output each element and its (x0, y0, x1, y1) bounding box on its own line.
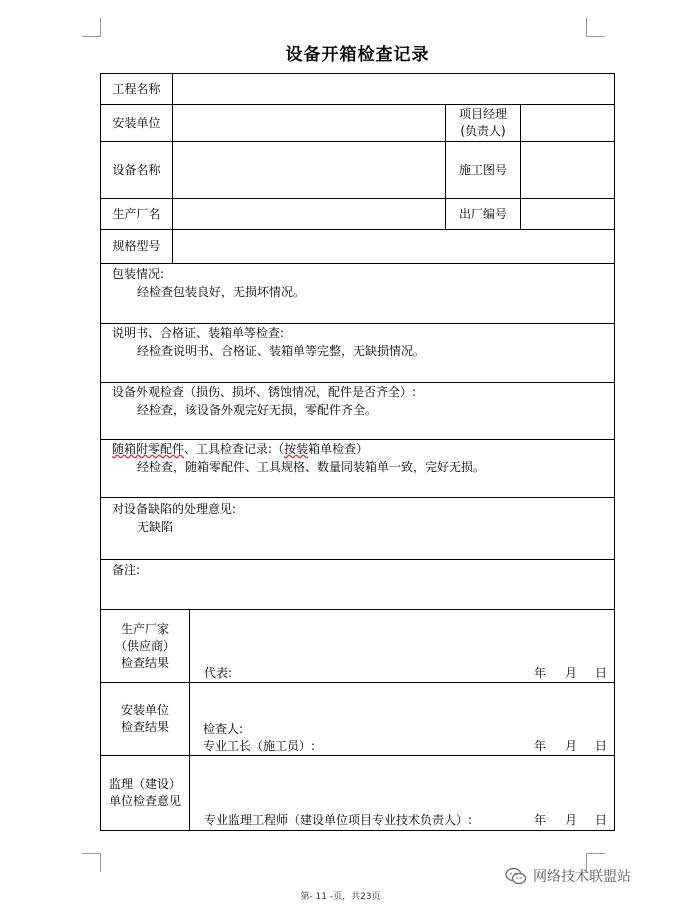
page-footer: 第- 11 -页，共23页 (300, 892, 381, 902)
installer-date-year: 年 (534, 739, 547, 753)
accessories-heading-part2: 、工具检查记录:（ (184, 442, 285, 456)
supervisor-date-month: 月 (565, 813, 578, 827)
model-field[interactable] (173, 230, 614, 263)
installer-date-day: 日 (595, 739, 608, 753)
supplier-result-label (101, 610, 189, 682)
installer-date-month: 月 (565, 739, 578, 753)
installer-inspector-label: 检查人: (203, 722, 244, 736)
supervisor-date-day: 日 (595, 813, 608, 827)
project-name-label: 工程名称 (112, 81, 161, 96)
documents-heading: 说明书、合格证、装箱单等检查: (112, 326, 285, 340)
supervisor-label-line1: 监理（建设） (108, 777, 181, 791)
model-label: 规格型号 (112, 239, 161, 253)
supplier-date-day: 日 (595, 666, 608, 680)
accessories-heading-part4: 箱单检查） (308, 442, 369, 456)
page-corner-mark (82, 18, 101, 37)
remarks-heading: 备注: (112, 563, 141, 577)
accessories-heading-part1: 随箱附零配件 (112, 442, 185, 456)
project-manager-label-line2: (负责人) (460, 124, 506, 138)
project-manager-field[interactable] (521, 105, 614, 141)
installer-label-line2: 检查结果 (120, 720, 169, 734)
supplier-date-year: 年 (534, 666, 547, 680)
accessories-heading (112, 441, 368, 457)
supplier-label-line1: 生产厂家 (120, 621, 169, 636)
serial-no-label: 出厂编号 (458, 206, 507, 221)
defect-content[interactable]: 无缺陷 (137, 520, 174, 534)
packaging-content[interactable]: 经检查包装良好，无损坏情况。 (137, 285, 306, 299)
install-unit-label: 安装单位 (112, 115, 161, 130)
drawing-no-field[interactable] (521, 142, 614, 198)
wechat-icon (505, 867, 527, 885)
supplier-date-month: 月 (565, 666, 578, 680)
appearance-heading: 设备外观检查（损伤、损坏、锈蚀情况，配件是否齐全）: (112, 385, 417, 399)
project-manager-label-line1: 项目经理 (458, 107, 507, 121)
document-title: 设备开箱检查记录 (285, 45, 430, 65)
install-unit-field[interactable] (173, 105, 445, 141)
installer-label-line1: 安装单位 (120, 703, 169, 717)
packaging-heading: 包装情况: (112, 267, 165, 281)
serial-no-field[interactable] (521, 199, 614, 229)
supervisor-date-year: 年 (534, 813, 547, 827)
documents-content[interactable]: 经检查说明书、合格证、装箱单等完整，无缺损情况。 (137, 344, 426, 358)
watermark (505, 866, 631, 886)
accessories-heading-part3: 按装 (284, 442, 309, 456)
drawing-no-label: 施工图号 (458, 162, 507, 177)
equipment-name-field[interactable] (173, 142, 445, 198)
supplier-label-line3: 检查结果 (120, 655, 169, 670)
page-corner-mark (82, 853, 101, 872)
supervisor-label-line2: 单位检查意见 (108, 794, 181, 808)
supervisor-result-label (101, 756, 189, 830)
supplier-label-line2: （供应商） (114, 638, 175, 653)
remarks-field[interactable] (150, 562, 610, 606)
installer-foreman-label: 专业工长（施工员）: (203, 739, 316, 753)
supplier-sign-label: 代表: (204, 666, 233, 680)
installer-result-label (101, 683, 189, 755)
appearance-content[interactable]: 经检查，该设备外观完好无损，零配件齐全。 (137, 403, 378, 417)
project-manager-label (446, 105, 520, 141)
supervisor-sign-label: 专业监理工程师（建设单位项目专业技术负责人）: (204, 813, 473, 827)
equipment-name-label: 设备名称 (112, 162, 161, 177)
page-corner-mark (586, 18, 605, 37)
project-name-field[interactable] (173, 74, 614, 104)
accessories-content[interactable]: 经检查，随箱零配件、工具规格、数量同装箱单一致，完好无损。 (137, 460, 486, 474)
watermark-text: 网络技术联盟站 (533, 869, 631, 885)
manufacturer-field[interactable] (173, 199, 445, 229)
inspection-form (100, 73, 615, 831)
manufacturer-label: 生产厂名 (112, 206, 161, 221)
defect-heading: 对设备缺陷的处理意见: (112, 502, 237, 516)
